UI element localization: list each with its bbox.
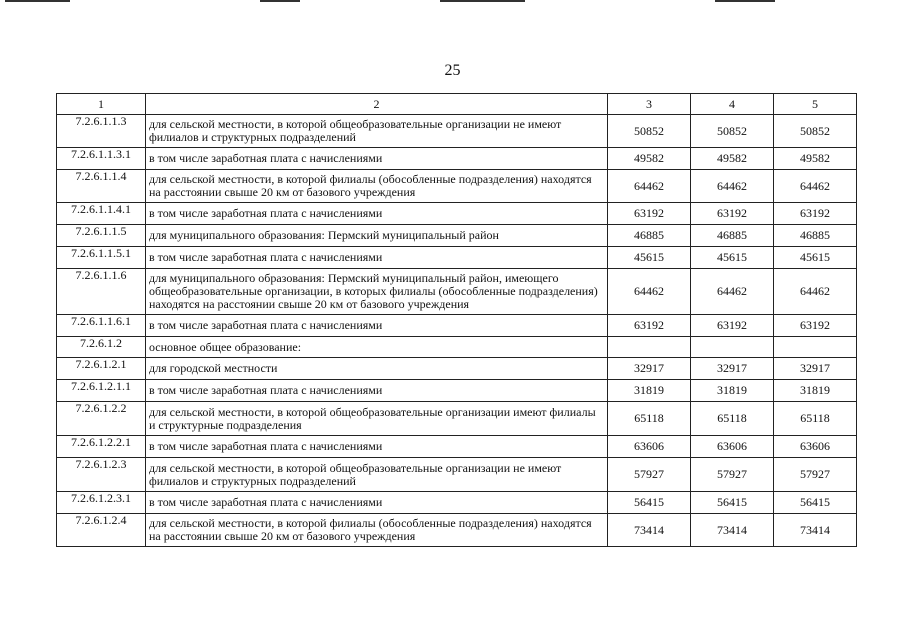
- row-code-cell: 7.2.6.1.1.6.1: [57, 315, 146, 337]
- table-row: [57, 203, 857, 225]
- row-value-col3: 56415: [608, 492, 691, 514]
- row-value-col4: 31819: [691, 380, 774, 402]
- top-scan-line-middle: [260, 0, 300, 2]
- row-code-cell: 7.2.6.1.1.4.1: [57, 203, 146, 225]
- row-code-cell: 7.2.6.1.1.3.1: [57, 148, 146, 170]
- row-value-col3: 31819: [608, 380, 691, 402]
- row-value-col3: 45615: [608, 247, 691, 269]
- row-value-col3: 63606: [608, 436, 691, 458]
- top-scan-line-center: [440, 0, 525, 2]
- row-value-col4: 49582: [691, 148, 774, 170]
- row-value-col4: 63192: [691, 315, 774, 337]
- row-value-col4: 45615: [691, 247, 774, 269]
- row-code-cell: 7.2.6.1.1.6: [57, 269, 146, 315]
- row-value-col3: 63192: [608, 203, 691, 225]
- row-value-col3: 64462: [608, 269, 691, 315]
- row-value-col5: 50852: [774, 115, 857, 148]
- row-description-cell: для сельской местности, в которой общеобразовательные организации не имеют филиалов и структурных подразделений: [146, 458, 608, 492]
- row-value-col4: [691, 337, 774, 358]
- row-code-cell: 7.2.6.1.2.2: [57, 402, 146, 436]
- row-value-col4: 57927: [691, 458, 774, 492]
- row-code-cell: 7.2.6.1.1.3: [57, 115, 146, 148]
- table-row: [57, 402, 857, 436]
- top-scan-line-right: [715, 0, 775, 2]
- row-description-cell: для городской местности: [146, 358, 608, 380]
- row-code-cell: 7.2.6.1.1.4: [57, 170, 146, 203]
- table-row: [57, 514, 857, 547]
- row-value-col4: 64462: [691, 269, 774, 315]
- top-scan-line-left: [5, 0, 70, 2]
- row-value-col5: [774, 337, 857, 358]
- row-value-col5: 45615: [774, 247, 857, 269]
- row-code-cell: 7.2.6.1.1.5: [57, 225, 146, 247]
- table-row: [57, 269, 857, 315]
- row-value-col3: 57927: [608, 458, 691, 492]
- row-description-cell: в том числе заработная плата с начислениями: [146, 247, 608, 269]
- row-code-cell: 7.2.6.1.1.5.1: [57, 247, 146, 269]
- row-description-cell: для сельской местности, в которой общеобразовательные организации не имеют филиалов и структурных подразделений: [146, 115, 608, 148]
- row-value-col4: 73414: [691, 514, 774, 547]
- table-row: [57, 225, 857, 247]
- row-description-cell: в том числе заработная плата с начислениями: [146, 148, 608, 170]
- row-value-col5: 46885: [774, 225, 857, 247]
- column-header-1: 1: [57, 94, 146, 115]
- row-value-col3: 50852: [608, 115, 691, 148]
- row-value-col5: 64462: [774, 170, 857, 203]
- row-value-col5: 64462: [774, 269, 857, 315]
- row-code-cell: 7.2.6.1.2.3: [57, 458, 146, 492]
- row-description-cell: в том числе заработная плата с начислениями: [146, 436, 608, 458]
- row-value-col4: 46885: [691, 225, 774, 247]
- row-value-col4: 64462: [691, 170, 774, 203]
- row-value-col5: 56415: [774, 492, 857, 514]
- row-value-col3: 73414: [608, 514, 691, 547]
- table-row: [57, 115, 857, 148]
- table-row: [57, 492, 857, 514]
- row-value-col5: 31819: [774, 380, 857, 402]
- row-value-col5: 73414: [774, 514, 857, 547]
- row-value-col3: 63192: [608, 315, 691, 337]
- row-value-col4: 56415: [691, 492, 774, 514]
- row-value-col5: 63192: [774, 203, 857, 225]
- table-header-row: [57, 94, 857, 115]
- row-value-col4: 32917: [691, 358, 774, 380]
- row-description-cell: для сельской местности, в которой общеобразовательные организации имеют филиалы и структурные подразделения: [146, 402, 608, 436]
- row-value-col5: 63606: [774, 436, 857, 458]
- table-row: [57, 358, 857, 380]
- row-description-cell: для сельской местности, в которой филиалы (обособленные подразделения) находятся на расстоянии свыше 20 км от базового учреждения: [146, 514, 608, 547]
- row-description-cell: в том числе заработная плата с начислениями: [146, 315, 608, 337]
- row-value-col3: 65118: [608, 402, 691, 436]
- page-number: 25: [444, 62, 461, 79]
- table-row: [57, 148, 857, 170]
- tariff-table: [56, 93, 857, 547]
- row-description-cell: основное общее образование:: [146, 337, 608, 358]
- row-code-cell: 7.2.6.1.2: [57, 337, 146, 358]
- row-description-cell: в том числе заработная плата с начислениями: [146, 492, 608, 514]
- row-description-cell: для муниципального образования: Пермский муниципальный район, имеющего общеобразовательные организации, в которых филиалы (обособленные подразделения) находятся на расстоянии свыше 20 км от базового учреждения: [146, 269, 608, 315]
- row-code-cell: 7.2.6.1.2.2.1: [57, 436, 146, 458]
- row-code-cell: 7.2.6.1.2.4: [57, 514, 146, 547]
- row-value-col4: 65118: [691, 402, 774, 436]
- table-row: [57, 458, 857, 492]
- row-value-col3: 32917: [608, 358, 691, 380]
- column-header-5: 5: [774, 94, 857, 115]
- row-value-col5: 49582: [774, 148, 857, 170]
- column-header-2: 2: [146, 94, 608, 115]
- row-value-col3: 49582: [608, 148, 691, 170]
- row-value-col4: 50852: [691, 115, 774, 148]
- row-code-cell: 7.2.6.1.2.1: [57, 358, 146, 380]
- table-row: [57, 170, 857, 203]
- row-value-col3: 64462: [608, 170, 691, 203]
- row-description-cell: для муниципального образования: Пермский муниципальный район: [146, 225, 608, 247]
- row-value-col4: 63192: [691, 203, 774, 225]
- row-value-col5: 65118: [774, 402, 857, 436]
- row-value-col5: 32917: [774, 358, 857, 380]
- column-header-3: 3: [608, 94, 691, 115]
- row-value-col5: 57927: [774, 458, 857, 492]
- table-row: [57, 436, 857, 458]
- row-value-col5: 63192: [774, 315, 857, 337]
- row-value-col4: 63606: [691, 436, 774, 458]
- row-code-cell: 7.2.6.1.2.3.1: [57, 492, 146, 514]
- row-value-col3: 46885: [608, 225, 691, 247]
- column-header-4: 4: [691, 94, 774, 115]
- row-description-cell: в том числе заработная плата с начислениями: [146, 380, 608, 402]
- row-description-cell: в том числе заработная плата с начислениями: [146, 203, 608, 225]
- table-row: [57, 337, 857, 358]
- row-value-col3: [608, 337, 691, 358]
- row-description-cell: для сельской местности, в которой филиалы (обособленные подразделения) находятся на расстоянии свыше 20 км от базового учреждения: [146, 170, 608, 203]
- row-code-cell: 7.2.6.1.2.1.1: [57, 380, 146, 402]
- table-row: [57, 380, 857, 402]
- table-row: [57, 315, 857, 337]
- table-body: [57, 115, 857, 547]
- table-row: [57, 247, 857, 269]
